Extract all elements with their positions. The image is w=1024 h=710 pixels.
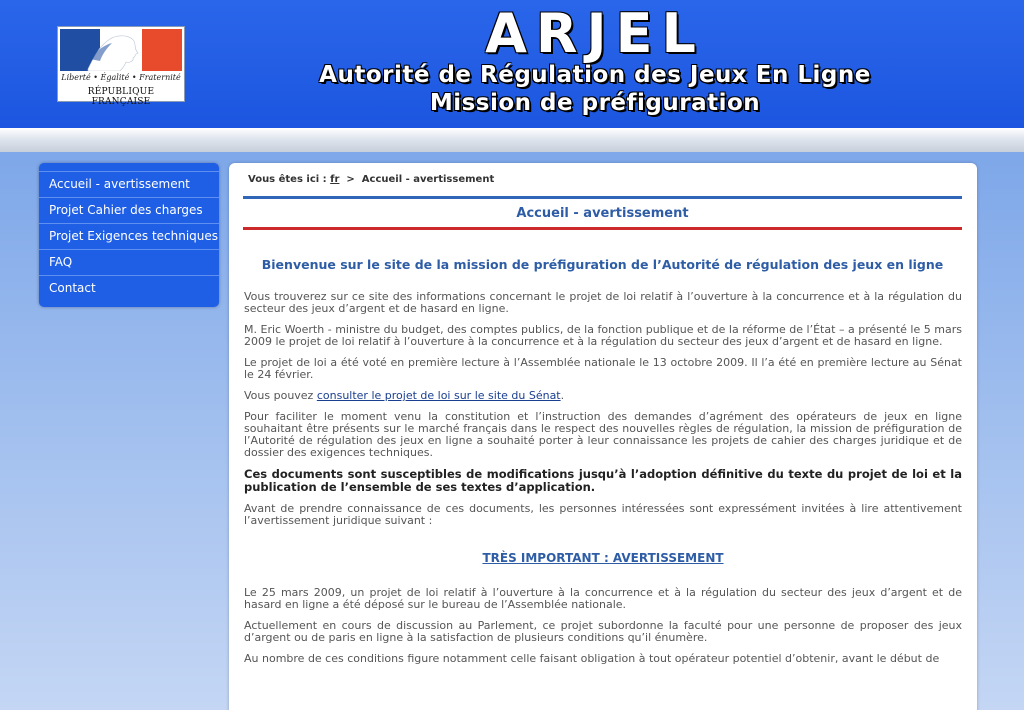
main-content-panel [229, 163, 977, 710]
paragraph-read-warning: Avant de prendre connaissance de ces documents, les personnes intéressées sont expressément invitées à lire attentivement l’avertissement juridique suivant : [244, 502, 962, 527]
paragraph-minister: M. Eric Woerth - ministre du budget, des comptes publics, de la fonction publique et de la réforme de l’État – a présenté le 5 mars 2009 le projet de loi relatif à l’ouverture à la concurrence et à la régulation du secteur des jeux d’argent et de hasard en ligne. [244, 323, 962, 348]
paragraph-bill-deposit: Le 25 mars 2009, un projet de loi relatif à l’ouverture à la concurrence et à la régulation du secteur des jeux d’argent et de hasard en ligne a été déposé sur le bureau de l’Assemblée nationale. [244, 586, 962, 611]
article-body [244, 291, 962, 674]
welcome-heading: Bienvenue sur le site de la mission de préfiguration de l’Autorité de régulation des jeux en ligne [261, 257, 944, 272]
sidebar-item-contact[interactable]: Contact [39, 275, 219, 301]
sidebar-item-cahier-des-charges[interactable]: Projet Cahier des charges [39, 197, 219, 223]
page-title: Accueil - avertissement [516, 206, 689, 221]
paragraph-operators: Pour faciliter le moment venu la constitution et l’instruction des demandes d’agrément des opérateurs de jeux en ligne souhaitant être présents sur le marché français dans le respect des nouvelles règles de régulation, la mission de préfiguration de l’Autorité de régulation des jeux en ligne a souhaité porter à leur connaissance les projets de cahier des charges juridique et de dossier des exigences techniques. [244, 410, 962, 459]
important-warning-heading: TRÈS IMPORTANT : AVERTISSEMENT [482, 551, 724, 565]
sidebar-item-faq[interactable]: FAQ [39, 249, 219, 275]
site-title: ARJEL [485, 2, 705, 65]
logo-motto: Liberté • Égalité • Fraternité [61, 73, 181, 82]
paragraph-vote: Le projet de loi a été voté en première lecture à l’Assemblée nationale le 13 octobre 2009. Il l’a été en première lecture au Sénat le 24 février. [244, 356, 962, 381]
sidebar-item-exigences-techniques[interactable]: Projet Exigences techniques [39, 223, 219, 249]
paragraph-modification-warning: Ces documents sont susceptibles de modifications jusqu’à l’adoption définitive du texte du projet de loi et la publication de l’ensemble de ses textes d’application. [244, 467, 962, 494]
paragraph-conditions: Actuellement en cours de discussion au Parlement, ce projet subordonne la faculté pour une personne de proposer des jeux d’argent ou de paris en ligne à la satisfaction de plusieurs conditions qu’il énumère. [244, 619, 962, 644]
site-subtitle-mission: Mission de préfiguration [429, 90, 761, 116]
breadcrumb [248, 174, 494, 185]
paragraph-intro: Vous trouverez sur ce site des informations concernant le projet de loi relatif à l’ouverture à la concurrence et à la régulation du secteur des jeux d’argent et de hasard en ligne. [244, 290, 962, 315]
paragraph-obligation: Au nombre de ces conditions figure notamment celle faisant obligation à tout opérateur potentiel d’obtenir, avant le début de [244, 652, 940, 665]
paragraph-senat-link: Vous pouvez consulter le projet de loi sur le site du Sénat. [244, 389, 565, 402]
site-header [0, 0, 1024, 128]
sidebar-item-accueil[interactable]: Accueil - avertissement [39, 171, 219, 197]
site-subtitle: Autorité de Régulation des Jeux En Ligne [319, 62, 871, 88]
heading-rule-blue [243, 196, 962, 199]
sidebar-nav [39, 163, 219, 307]
heading-rule-red [243, 227, 962, 230]
header-divider-band [0, 128, 1024, 152]
breadcrumb-prefix: Vous êtes ici : [248, 174, 327, 185]
breadcrumb-separator: > [346, 174, 355, 185]
breadcrumb-current: Accueil - avertissement [361, 174, 495, 185]
senat-bill-link[interactable]: consulter le projet de loi sur le site du Sénat [316, 389, 561, 402]
logo-republic-label: RÉPUBLIQUE FRANÇAISE [87, 87, 155, 107]
breadcrumb-root-link[interactable]: fr [330, 174, 340, 185]
